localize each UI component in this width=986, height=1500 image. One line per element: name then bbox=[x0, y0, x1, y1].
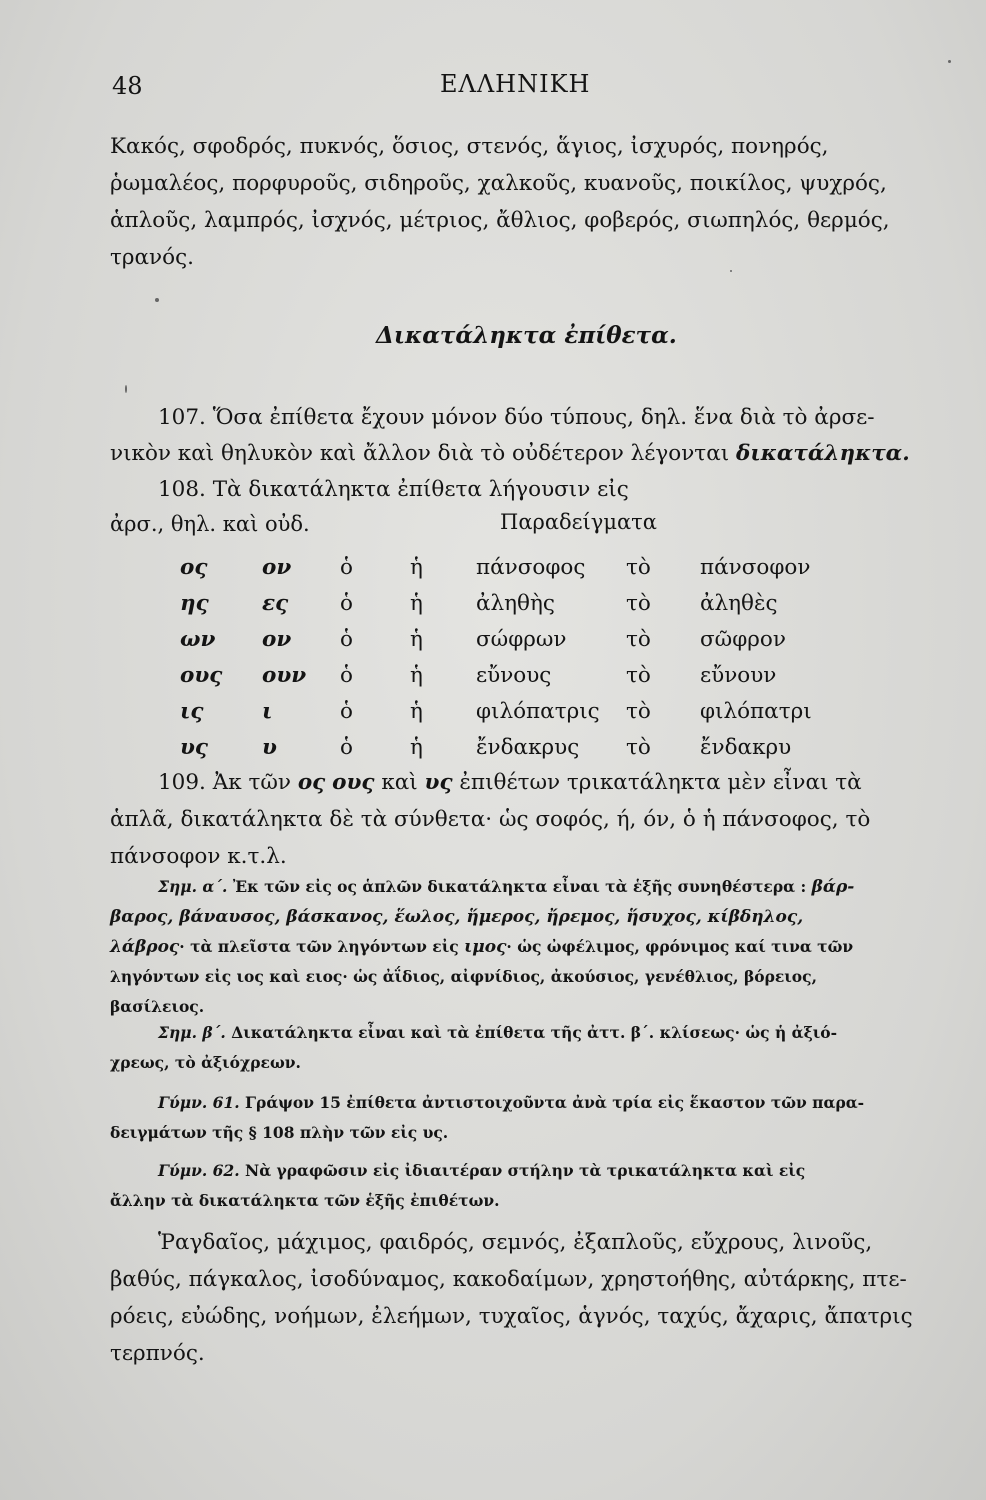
text-line bbox=[110, 1018, 910, 1048]
article-masc: ὁ bbox=[340, 591, 353, 616]
article-masc: ὁ bbox=[340, 555, 353, 580]
paper-speck bbox=[155, 298, 159, 302]
article-masc: ὁ bbox=[340, 627, 353, 652]
running-title: ΕΛΛΗΝΙΚΗ bbox=[440, 70, 591, 98]
example-neut: σῶφρον bbox=[700, 627, 786, 652]
term-dikatalikta: δικατάληκτα. bbox=[735, 441, 910, 466]
text-span: · ὡς ὠφέλιμος, φρόνιμος καί τινα τῶν bbox=[506, 937, 854, 956]
note-label: Σημ. β΄. bbox=[158, 1023, 226, 1042]
ending-neut: ες bbox=[262, 591, 289, 616]
example-masc: φιλόπατρις bbox=[476, 699, 600, 724]
ending-term: υς bbox=[424, 770, 453, 795]
text-span: Ἐκ τῶν εἰς ος ἁπλῶν δικατάληκτα εἶναι τὰ ἑξῆς συνηθέστερα : bbox=[227, 877, 812, 896]
text-line bbox=[110, 872, 910, 902]
example-masc: ἔνδακρυς bbox=[476, 735, 580, 760]
ending-masc: ος bbox=[180, 555, 208, 580]
text-span: Δικατάληκτα εἶναι καὶ τὰ ἐπίθετα τῆς ἀττ. β΄. κλίσεως· ὡς ἡ ἀξιό- bbox=[225, 1023, 838, 1042]
note-label: Σημ. α΄. bbox=[158, 877, 228, 896]
text-line: βαθύς, πάγκαλος, ἰσοδύναμος, κακοδαίμων, χρηστοήθης, αὐτάρκης, πτε- bbox=[110, 1267, 907, 1292]
article-neut: τὸ bbox=[626, 591, 651, 616]
article-fem: ἡ bbox=[410, 555, 423, 580]
example-neut: ἀληθὲς bbox=[700, 591, 778, 616]
text-line bbox=[110, 1156, 910, 1186]
text-span: 109. Ἀκ τῶν bbox=[158, 770, 298, 795]
ending-neut: ουν bbox=[262, 663, 307, 688]
text-span: Γράψον 15 ἐπίθετα ἀντιστοιχοῦντα ἀνὰ τρία εἰς ἕκαστον τῶν παρα- bbox=[239, 1093, 865, 1112]
ending-neut: ι bbox=[262, 699, 273, 724]
text-line bbox=[110, 932, 910, 962]
page-number: 48 bbox=[112, 72, 143, 100]
example-neut: φιλόπατρι bbox=[700, 699, 812, 724]
text-span: ἐπιθέτων τρικατάληκτα μὲν εἶναι τὰ bbox=[452, 770, 862, 795]
text-line: ληγόντων εἰς ιος καὶ ειος· ὡς ἀΐδιος, αἰφνίδιος, ἀκούσιος, γενέθλιος, βόρειος, bbox=[110, 967, 817, 986]
text-span: · τὰ πλεῖστα τῶν ληγόντων εἰς bbox=[179, 937, 465, 956]
table-head-endings: ἀρσ., θηλ. καὶ οὐδ. bbox=[110, 512, 310, 536]
table-row bbox=[170, 663, 870, 699]
article-neut: τὸ bbox=[626, 555, 651, 580]
article-masc: ὁ bbox=[340, 699, 353, 724]
text-line: 107. Ὅσα ἐπίθετα ἔχουν μόνον δύο τύπους, δηλ. ἕνα διὰ τὸ ἀρσε- bbox=[158, 405, 875, 430]
paper-speck bbox=[125, 385, 127, 393]
text-line: χρεως, τὸ ἀξιόχρεων. bbox=[110, 1053, 301, 1072]
text-line: ἁπλᾶ, δικατάληκτα δὲ τὰ σύνθετα· ὡς σοφός, ή, όν, ὁ ἡ πάνσοφος, τὸ bbox=[110, 807, 871, 832]
text-line: δειγμάτων τῆς § 108 πλὴν τῶν εἰς υς. bbox=[110, 1123, 449, 1142]
example-masc: σώφρων bbox=[476, 627, 567, 652]
ending-neut: ον bbox=[262, 627, 292, 652]
paper-speck bbox=[948, 60, 951, 63]
section-heading: Δικατάληκτα ἐπίθετα. bbox=[376, 322, 677, 349]
table-row bbox=[170, 591, 870, 627]
article-fem: ἡ bbox=[410, 591, 423, 616]
example-neut: εὔνουν bbox=[700, 663, 777, 688]
text-line: ἄλλην τὰ δικατάληκτα τῶν ἑξῆς ἐπιθέτων. bbox=[110, 1191, 500, 1210]
article-fem: ἡ bbox=[410, 699, 423, 724]
text-line bbox=[110, 764, 910, 801]
exercise-61 bbox=[110, 1088, 910, 1148]
table-head-examples: Παραδείγματα bbox=[500, 510, 657, 534]
text-line: τερπνός. bbox=[110, 1341, 205, 1366]
ending-masc: ων bbox=[180, 627, 216, 652]
text-line: βαρος, βάναυσος, βάσκανος, ἕωλος, ἥμερος, ἤρεμος, ἥσυχος, κίβδηλος, bbox=[110, 907, 804, 927]
paragraph-108: 108. Τὰ δικατάληκτα ἐπίθετα λήγουσιν εἰς bbox=[158, 477, 629, 502]
exercise-62 bbox=[110, 1156, 910, 1216]
text-span: καὶ bbox=[374, 770, 425, 795]
paper-speck bbox=[730, 270, 732, 272]
ending-term: ος bbox=[297, 770, 326, 795]
example-masc: εὔνους bbox=[476, 663, 552, 688]
article-fem: ἡ bbox=[410, 735, 423, 760]
article-masc: ὁ bbox=[340, 735, 353, 760]
text-line: ρόεις, εὐώδης, νοήμων, ἐλεήμων, τυχαῖος, ἁγνός, ταχύς, ἄχαρις, ἄπατρις bbox=[110, 1304, 913, 1329]
intro-paragraph bbox=[110, 128, 910, 276]
text-line: βασίλειος. bbox=[110, 997, 205, 1016]
article-neut: τὸ bbox=[626, 663, 651, 688]
article-masc: ὁ bbox=[340, 663, 353, 688]
example-term: λάβρος bbox=[110, 937, 180, 957]
note-beta bbox=[110, 1018, 910, 1078]
text-span: Νὰ γραφῶσιν εἰς ἰδιαιτέραν στήλην τὰ τρικατάληκτα καὶ εἰς bbox=[239, 1161, 806, 1180]
text-line: ῥωμαλέος, πορφυροῦς, σιδηροῦς, χαλκοῦς, κυανοῦς, ποικίλος, ψυχρός, bbox=[110, 171, 887, 196]
example-neut: πάνσοφον bbox=[700, 555, 811, 580]
endings-table bbox=[170, 555, 870, 771]
exercise-label: Γύμν. 61. bbox=[158, 1093, 240, 1112]
ending-neut: ον bbox=[262, 555, 292, 580]
text-line bbox=[110, 436, 910, 472]
example-neut: ἔνδακρυ bbox=[700, 735, 792, 760]
ending-masc: ις bbox=[180, 699, 204, 724]
closing-paragraph bbox=[110, 1224, 913, 1372]
note-alpha bbox=[110, 872, 910, 1022]
example-term: βάρ- bbox=[811, 877, 855, 897]
paragraph-107 bbox=[110, 400, 910, 508]
ending-term: ους bbox=[332, 770, 375, 795]
text-line: πάνσοφον κ.τ.λ. bbox=[110, 844, 287, 869]
text-line: ἁπλοῦς, λαμπρός, ἰσχνός, μέτριος, ἄθλιος, φοβερός, σιωπηλός, θερμός, bbox=[110, 208, 890, 233]
ending-neut: υ bbox=[262, 735, 277, 760]
text-line: Κακός, σφοδρός, πυκνός, ὅσιος, στενός, ἅγιος, ἰσχυρός, πονηρός, bbox=[110, 134, 829, 159]
exercise-label: Γύμν. 62. bbox=[158, 1161, 240, 1180]
article-fem: ἡ bbox=[410, 627, 423, 652]
table-row bbox=[170, 555, 870, 591]
paragraph-109 bbox=[110, 764, 910, 875]
ending-masc: υς bbox=[180, 735, 209, 760]
example-masc: ἀληθὴς bbox=[476, 591, 555, 616]
ending-masc: ης bbox=[180, 591, 209, 616]
text-line bbox=[110, 1088, 910, 1118]
text-span: νικὸν καὶ θηλυκὸν καὶ ἄλλον διὰ τὸ οὐδέτερον λέγονται bbox=[110, 441, 736, 466]
text-line: τρανός. bbox=[110, 245, 194, 270]
table-row bbox=[170, 699, 870, 735]
article-fem: ἡ bbox=[410, 663, 423, 688]
example-masc: πάνσοφος bbox=[476, 555, 586, 580]
table-row bbox=[170, 627, 870, 663]
ending-masc: ους bbox=[180, 663, 223, 688]
text-line: Ῥαγδαῖος, μάχιμος, φαιδρός, σεμνός, ἐξαπλοῦς, εὔχρους, λινοῦς, bbox=[158, 1230, 873, 1255]
article-neut: τὸ bbox=[626, 735, 651, 760]
article-neut: τὸ bbox=[626, 699, 651, 724]
ending-term: ιμος bbox=[464, 937, 507, 957]
article-neut: τὸ bbox=[626, 627, 651, 652]
